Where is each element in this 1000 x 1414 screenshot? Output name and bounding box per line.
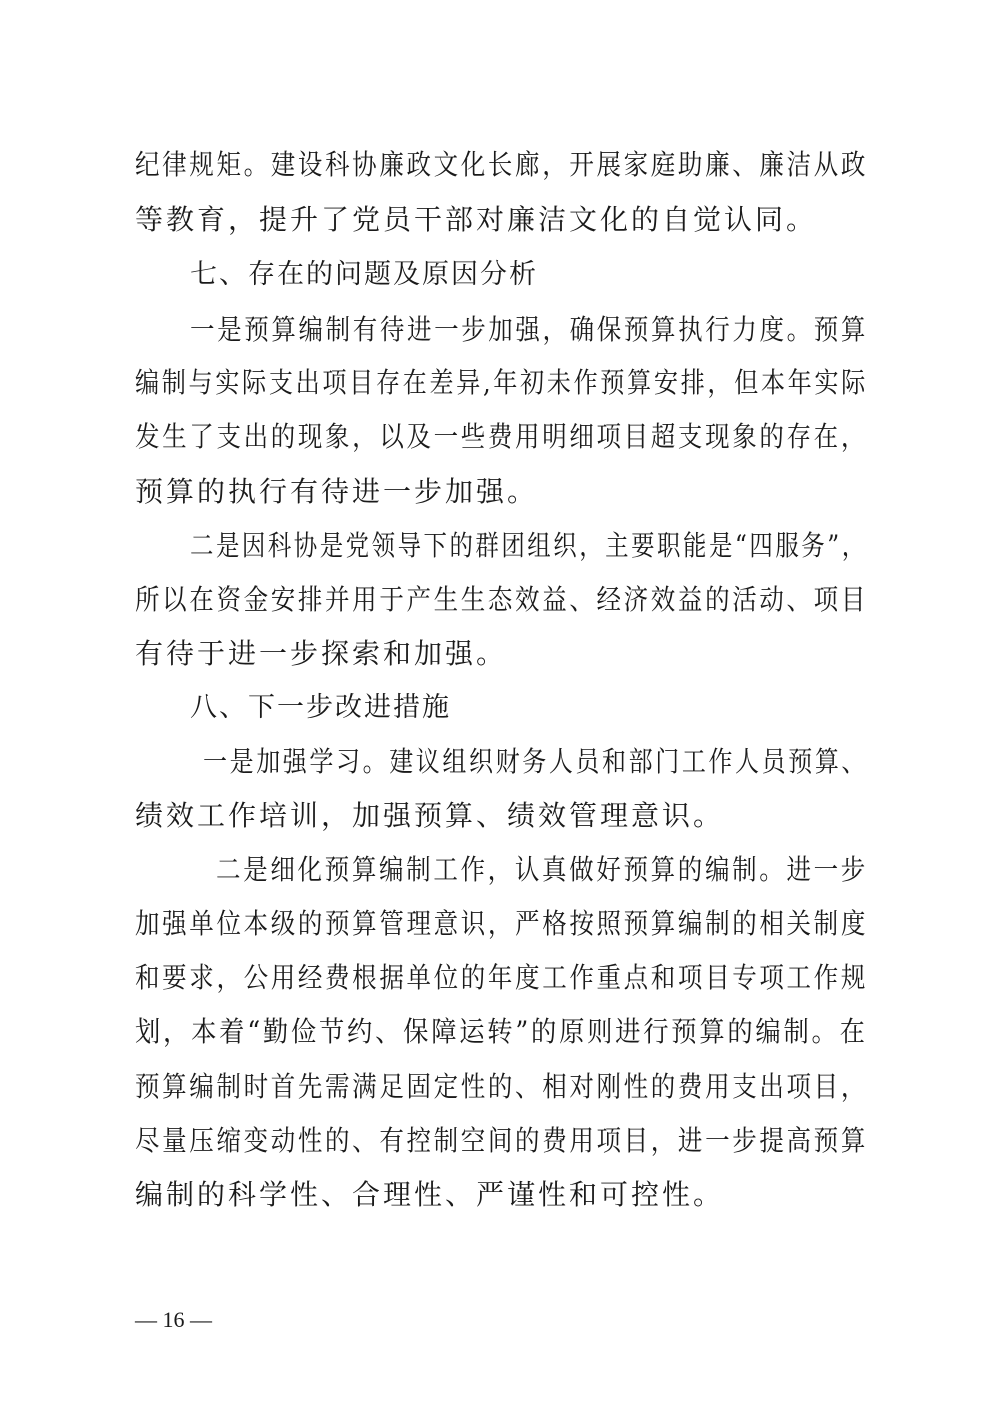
body-text-line: 编制与实际支出项目存在差异,年初未作预算安排，但本年实际 [135,366,868,399]
body-text-line: 预算的执行有待进一步加强。 [135,475,539,508]
section-heading: 七、存在的问题及原因分析 [190,259,538,290]
body-text-line: 和要求，公用经费根据单位的年度工作重点和项目专项工作规 [135,961,868,994]
page-number: — 16 — [135,1307,212,1332]
body-text-line: 等教育，提升了党员干部对廉洁文化的自觉认同。 [135,203,818,236]
body-text-line: 划，本着“勤俭节约、保障运转”的原则进行预算的编制。在 [135,1015,868,1048]
body-text-line: 尽量压缩变动性的、有控制空间的费用项目，进一步提高预算 [135,1124,868,1157]
section-heading: 八、下一步改进措施 [190,692,451,723]
body-text-line: 发生了支出的现象，以及一些费用明细项目超支现象的存在， [135,420,868,453]
body-text-line: 二是因科协是党领导下的群团组织，主要职能是“四服务”， [190,529,868,562]
body-text-line: 一是预算编制有待进一步加强，确保预算执行力度。预算 [190,313,868,346]
body-text-line: 加强单位本级的预算管理意识，严格按照预算编制的相关制度 [135,907,868,940]
body-text-line: 一是加强学习。建议组织财务人员和部门工作人员预算、 [203,745,869,778]
body-text-line: 有待于进一步探索和加强。 [135,637,508,670]
body-text-line: 预算编制时首先需满足固定性的、相对刚性的费用支出项目， [135,1070,868,1103]
body-text-line: 绩效工作培训，加强预算、绩效管理意识。 [135,799,725,832]
body-text-line: 纪律规矩。建设科协廉政文化长廊，开展家庭助廉、廉洁从政 [135,148,868,181]
body-text-line: 编制的科学性、合理性、严谨性和可控性。 [135,1178,725,1211]
body-text-line: 所以在资金安排并用于产生生态效益、经济效益的活动、项目 [135,583,868,616]
body-text-line: 二是细化预算编制工作，认真做好预算的编制。进一步 [216,853,868,886]
